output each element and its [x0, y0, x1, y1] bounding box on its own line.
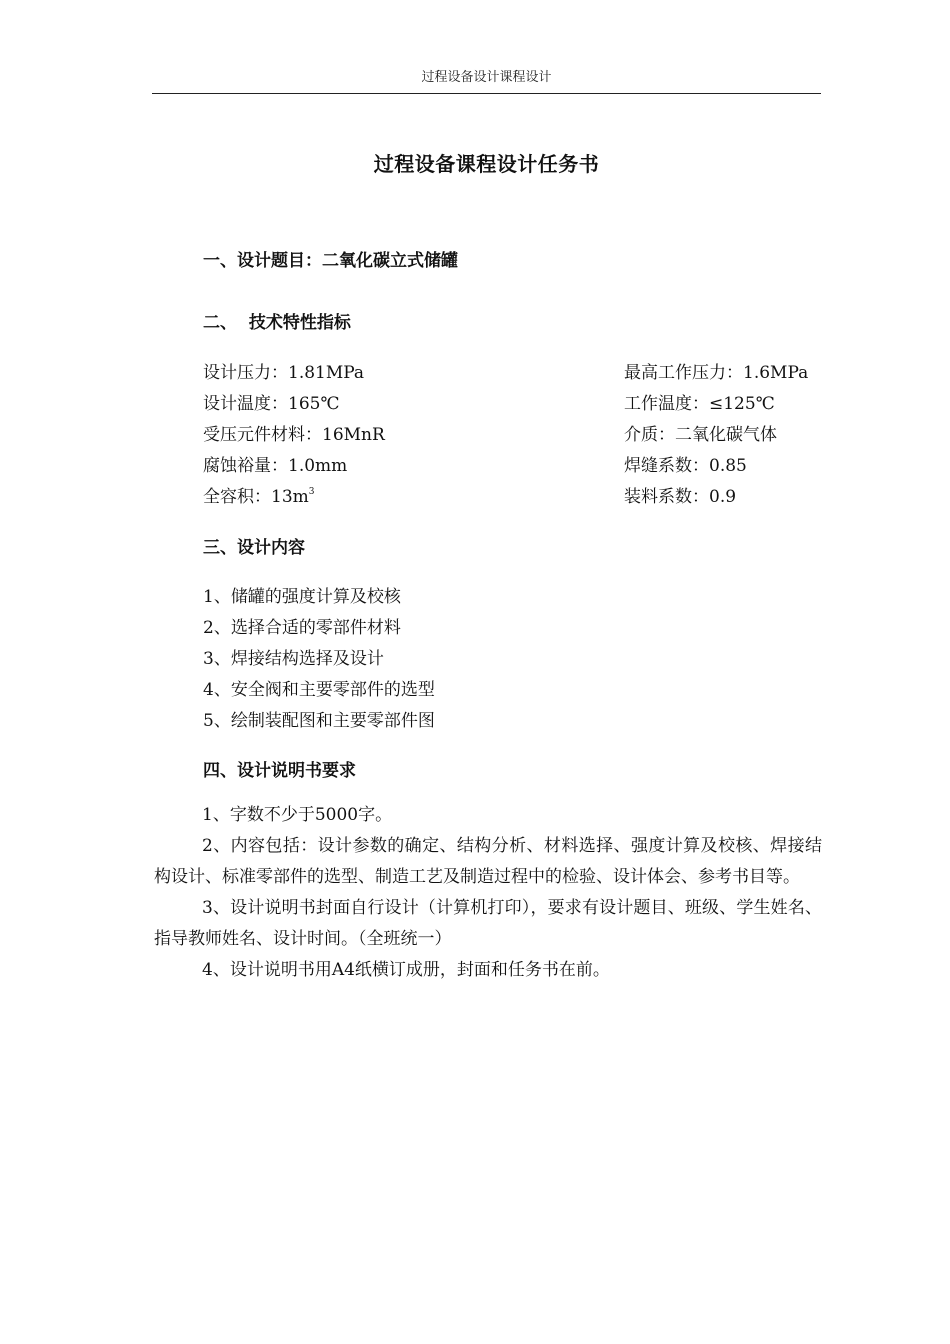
content-item: 1、储罐的强度计算及校核	[203, 587, 401, 607]
spec-total-volume-text: 全容积：13m	[203, 487, 309, 507]
spec-fill-coefficient: 装料系数：0.9	[624, 487, 737, 507]
requirement-item: 2、内容包括：设计参数的确定、结构分析、材料选择、强度计算及校核、焊接结构设计、标准零部件的选型、制造工艺及制造过程中的检验、设计体会、参考书目等。	[154, 836, 822, 887]
volume-exponent: 3	[308, 487, 315, 497]
spec-weld-coefficient: 焊缝系数：0.85	[624, 456, 747, 476]
spec-max-working-pressure: 最高工作压力：1.6MPa	[624, 363, 809, 383]
requirements-list	[154, 800, 822, 986]
section-heading-design-topic: 一、设计题目：二氧化碳立式储罐	[203, 251, 458, 271]
spec-pressure-material: 受压元件材料：16MnR	[203, 425, 385, 445]
spec-total-volume	[203, 482, 315, 507]
spec-design-temperature: 设计温度：165℃	[203, 394, 340, 414]
spec-design-pressure: 设计压力：1.81MPa	[203, 363, 365, 383]
spec-working-temperature: 工作温度：≤125℃	[624, 394, 775, 414]
section-heading-report-requirements: 四、设计说明书要求	[203, 761, 356, 781]
requirement-item: 1、字数不少于5000字。	[202, 805, 393, 825]
spec-corrosion-allowance: 腐蚀裕量：1.0mm	[203, 456, 348, 476]
header-rule	[152, 93, 821, 94]
document-title: 过程设备课程设计任务书	[373, 152, 600, 176]
content-item: 5、绘制装配图和主要零部件图	[203, 711, 435, 731]
content-item: 3、焊接结构选择及设计	[203, 649, 384, 669]
spec-medium: 介质：二氧化碳气体	[624, 425, 777, 445]
content-item: 4、安全阀和主要零部件的选型	[203, 680, 435, 700]
content-item: 2、选择合适的零部件材料	[203, 618, 401, 638]
section-heading-design-content: 三、设计内容	[203, 538, 305, 558]
section-heading-tech-specs: 二、 技术特性指标	[203, 313, 351, 333]
running-header: 过程设备设计课程设计	[421, 70, 552, 85]
requirement-item: 4、设计说明书用A4纸横订成册，封面和任务书在前。	[202, 960, 610, 980]
requirement-item: 3、设计说明书封面自行设计（计算机打印），要求有设计题目、班级、学生姓名、指导教师姓名、设计时间。（全班统一）	[154, 898, 822, 949]
